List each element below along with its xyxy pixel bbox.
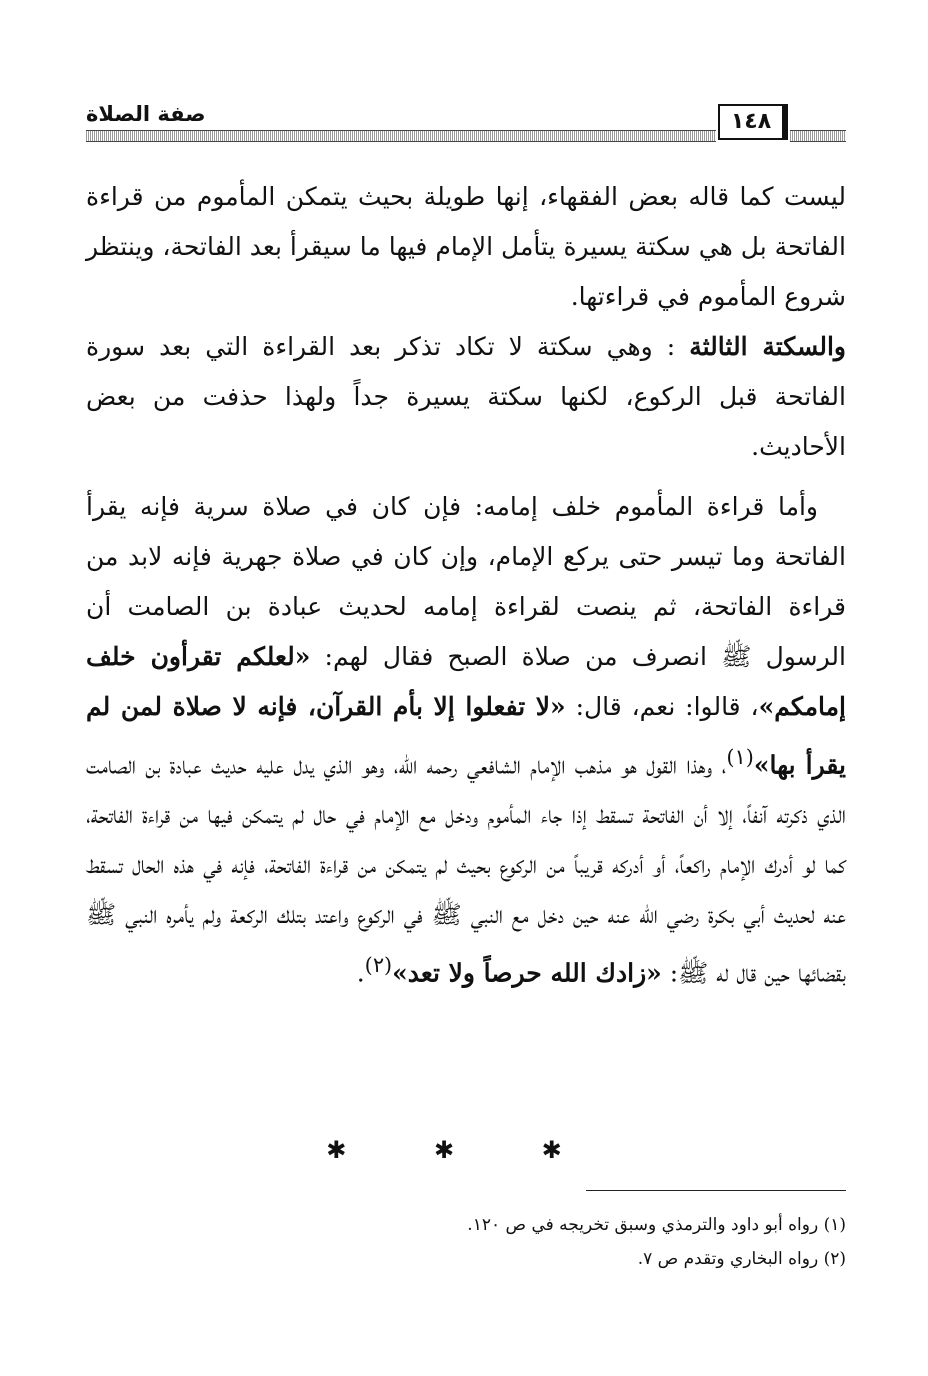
paragraph-3 [86,482,846,999]
footnote-1: (١) رواه أبو داود والترمذي وسبق تخريجه في ص ١٢٠. [467,1215,846,1235]
section-separator: ✱ ✱ ✱ [326,1136,602,1164]
paragraph-3-b: ، قالوا: نعم، قال: [575,692,759,721]
footnote-ref-2[interactable]: (٢) [364,953,393,978]
main-text [86,172,846,999]
paragraph-2-lead: والسكتة الثالثة [689,332,847,361]
hadith-quote-3: «زادك الله حرصاً ولا تعد» [392,958,662,988]
paragraph-3-a: وأما قراءة المأموم خلف إمامه: فإن كان في صلاة سرية فإنه يقرأ الفاتحة وما تيسر حتى يركع الإمام، وإن كان في صلاة جهرية فإنه لابد من قراءة الفاتحة، ثم ينصت لقراءة إمامه لحديث عبادة بن الصامت أن الرسول ﷺ انصرف من صلاة الصبح فقال لهم: [86,492,846,671]
hadith-quote-1: «لعلكم تقرأون خلف إمامكم» [86,642,846,721]
header-rule-right [790,130,846,142]
footnote-2: (٢) رواه البخاري وتقدم ص ٧. [637,1249,846,1269]
page-header [86,100,846,148]
paragraph-1: ليست كما قاله بعض الفقهاء، إنها طويلة بحيث يتمكن المأموم من قراءة الفاتحة بل هي سكتة يسيرة يتأمل الإمام فيها ما سيقرأ بعد الفاتحة، وينتظر شروع المأموم في قراءتها. [86,182,846,311]
paragraph-2 [86,322,846,472]
header-rule [86,130,716,142]
footnote-rule [586,1190,846,1191]
hadith-quote-2: «لا تفعلوا إلا بأم القرآن، فإنه لا صلاة لمن لم يقرأ بها» [86,692,846,780]
book-title: صفة الصلاة [86,102,206,126]
footnotes [86,1208,846,1276]
paragraph-3-c: ، وهذا القول هو مذهب الإمام الشافعي رحمه الله، وهو الذي يدل عليه حديث عبادة بن الصامت الذي ذكرته آنفاً، إلا أن الفاتحة تسقط إذا جاء المأموم ودخل مع الإمام في حال لم يتمكن فيها من قراءة الفاتحة، كما لو أدرك الإمام راكعاً، أو أدركه قريباً من الركوع بحيث لم يتمكن من قراءة الفاتحة، فإنه في هذه الحال تسقط عنه لحديث أبي بكرة رضي الله عنه حين دخل مع النبي ﷺ في الركوع واعتد بتلك الركعة ولم يأمره النبي ﷺ بقضائها حين قال له ﷺ: [86,750,846,988]
paragraph-2-rest: : وهي سكتة لا تكاد تذكر بعد القراءة التي بعد سورة الفاتحة قبل الركوع، لكنها سكتة يسيرة جداً ولهذا حذفت من بعض الأحاديث. [86,332,846,461]
footnote-ref-1[interactable]: (١) [726,745,754,769]
paragraph-3-end: . [356,958,365,988]
page-number: ١٤٨ [718,104,788,140]
